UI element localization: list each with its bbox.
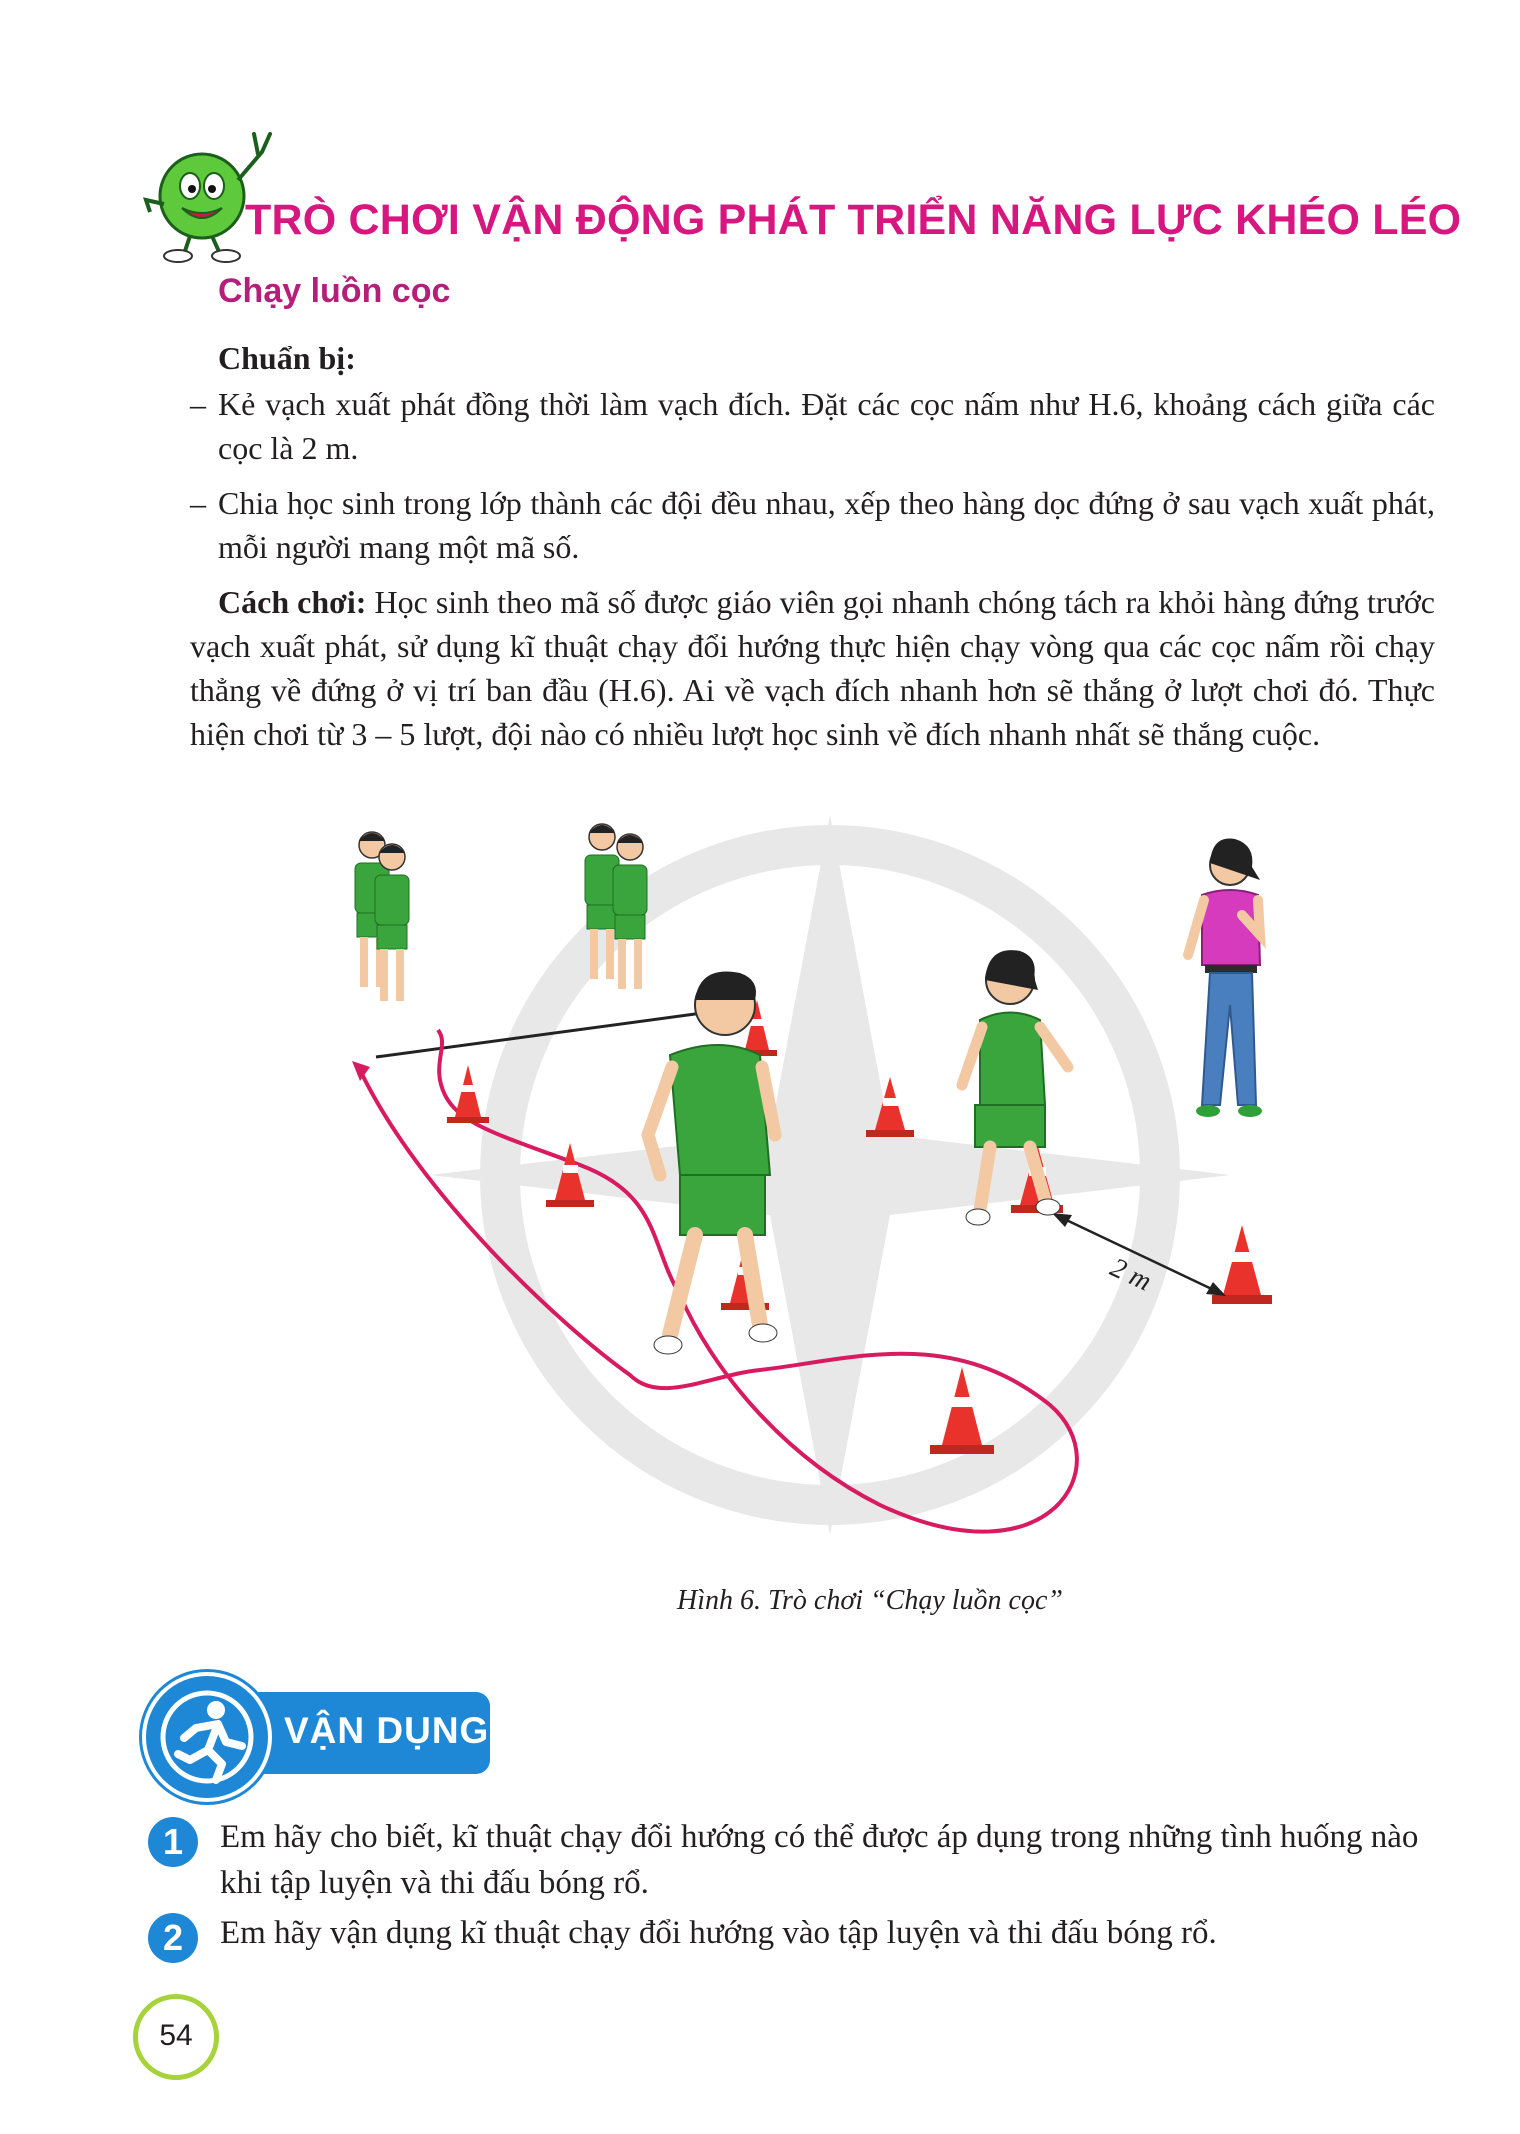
watermark-icon (430, 815, 1230, 1535)
question-text: Em hãy cho biết, kĩ thuật chạy đổi hướng có thể được áp dụng trong những tình huống nào khi tập luyện và thi đấu bóng rổ. (220, 1819, 1419, 1901)
van-dung-banner (242, 1692, 490, 1774)
van-dung-label: VẬN DỤNG (284, 1710, 490, 1751)
cone-icon (930, 1367, 994, 1454)
cone-icon (447, 1065, 489, 1123)
prep-item-text: Chia học sinh trong lớp thành các đội đều nhau, xếp theo hàng dọc đứng ở sau vạch xuất phát, mỗi người mang một mã số. (218, 485, 1435, 565)
question-number-badge: 2 (148, 1913, 198, 1963)
prep-item-text: Kẻ vạch xuất phát đồng thời làm vạch đích. Đặt các cọc nấm như H.6, khoảng cách giữa các cọc là 2 m. (218, 386, 1435, 466)
figure-caption: Hình 6. Trò chơi “Chạy luồn cọc” (677, 1585, 1063, 1616)
path-arrowhead (352, 1061, 370, 1081)
how-to-play-text: Học sinh theo mã số được giáo viên gọi nhanh chóng tách ra khỏi hàng đứng trước vạch xuất phát, sử dụng kĩ thuật chạy đổi hướng thực hiện chạy vòng qua các cọc nấm rồi chạy thẳng về đứng ở vị trí ban đầu (H.6). Ai về vạch đích nhanh hơn sẽ thắng ở lượt chơi đó. Thực hiện chơi từ 3 – 5 lượt, đội nào có nhiều lượt học sinh về đích nhanh nhất sẽ thắng cuộc. (190, 584, 1436, 752)
teacher-figure (1188, 839, 1262, 1118)
figure-illustration (330, 805, 1330, 1545)
bullet-dash: – (190, 386, 206, 422)
how-to-play-paragraph (190, 580, 1435, 756)
prep-heading: Chuẩn bị: (218, 340, 356, 376)
bullet-dash: – (190, 485, 206, 521)
question-text: Em hãy vận dụng kĩ thuật chạy đổi hướng vào tập luyện và thi đấu bóng rổ. (220, 1915, 1217, 1951)
question-number-badge: 1 (148, 1817, 198, 1867)
running-person-icon (142, 1672, 272, 1802)
prep-item (190, 481, 1435, 569)
how-to-play-label: Cách chơi: (218, 584, 367, 620)
page-number: 54 (159, 2019, 193, 2052)
page-number-badge (133, 1994, 219, 2080)
prep-item (190, 382, 1435, 470)
distance-label: 2 m (1105, 1252, 1157, 1298)
game-title: Chạy luồn cọc (218, 272, 451, 310)
section-title: TRÒ CHƠI VẬN ĐỘNG PHÁT TRIỂN NĂNG LỰC KHÉO LÉO (245, 196, 1462, 244)
